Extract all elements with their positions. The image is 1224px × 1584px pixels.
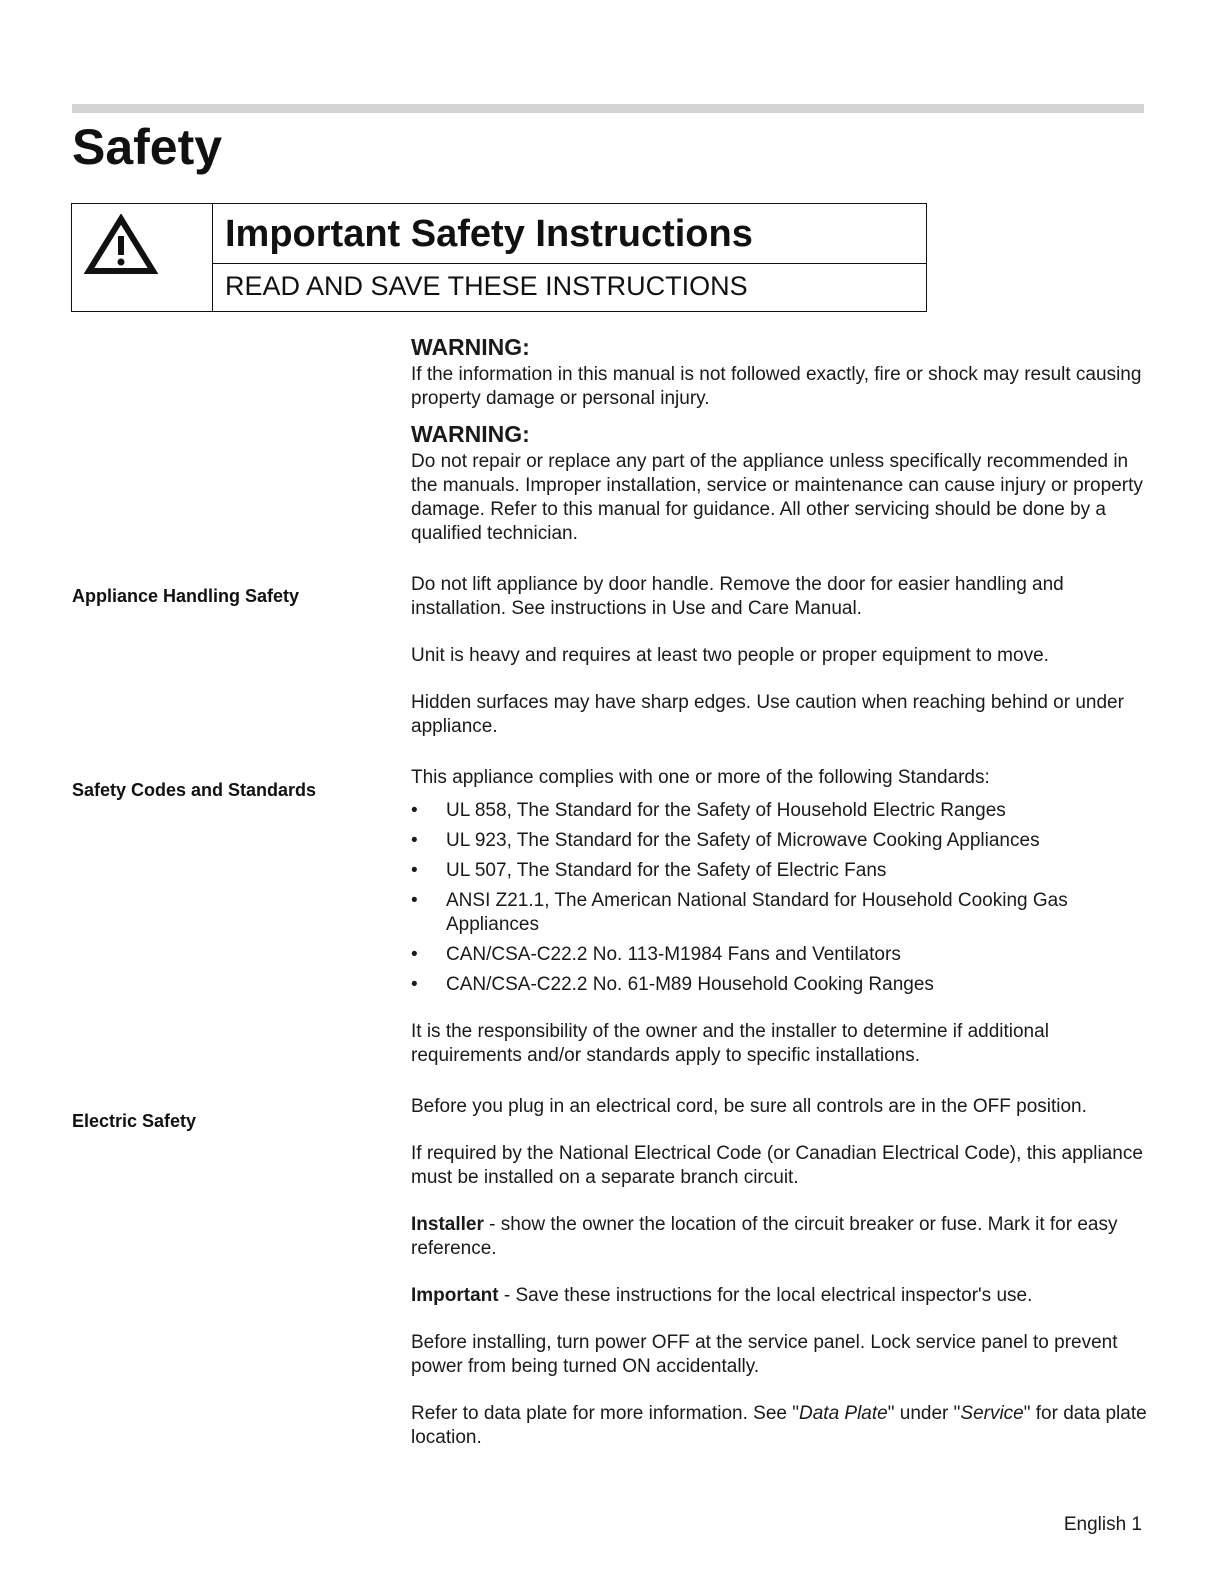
standard-text: CAN/CSA-C22.2 No. 113-M1984 Fans and Ventilators: [446, 944, 901, 965]
box-title: Important Safety Instructions: [225, 213, 753, 255]
standards-list: [411, 799, 1151, 997]
warning-text: Do not repair or replace any part of the appliance unless specifically recommended in the manuals. Improper installation, service or maintenance can cause injury or property damage. Refer to this manual for guidance. All other servicing should be done by a qualified technician.: [411, 451, 1143, 544]
standard-text: ANSI Z21.1, The American National Standard for Household Cooking Gas Appliances: [446, 890, 1068, 935]
important-paragraph: [411, 1284, 1151, 1308]
installer-paragraph: [411, 1213, 1151, 1261]
box-subtitle: READ AND SAVE THESE INSTRUCTIONS: [225, 271, 748, 301]
important-label: Important: [411, 1285, 499, 1306]
codes-intro: This appliance complies with one or more of the following Standards:: [411, 767, 990, 788]
important-text: - Save these instructions for the local electrical inspector's use.: [498, 1285, 1033, 1306]
heading-appliance-handling-safety: Appliance Handling Safety: [72, 586, 300, 606]
bullet-icon: •: [411, 890, 418, 911]
safety-instructions-box: [71, 203, 927, 312]
warning-heading: WARNING:: [411, 334, 530, 360]
electric-paragraph: Before you plug in an electrical cord, be sure all controls are in the OFF position.: [411, 1096, 1087, 1117]
bullet-icon: •: [411, 944, 418, 965]
warning-text: If the information in this manual is not followed exactly, fire or shock may result causing property damage or personal injury.: [411, 364, 1142, 409]
list-item: [411, 889, 1151, 937]
electric-paragraph: If required by the National Electrical Code (or Canadian Electrical Code), this appliance must be installed on a separate branch circuit.: [411, 1143, 1143, 1188]
list-item: [411, 859, 1151, 883]
installer-label: Installer: [411, 1214, 484, 1235]
electric-paragraph: Before installing, turn power OFF at the service panel. Lock service panel to prevent power from being turned ON accidentally.: [411, 1332, 1118, 1377]
list-item: [411, 799, 1151, 823]
installer-text: - show the owner the location of the circuit breaker or fuse. Mark it for easy reference.: [411, 1214, 1118, 1259]
standard-text: UL 507, The Standard for the Safety of Electric Fans: [446, 860, 887, 881]
top-rule: [72, 104, 1144, 113]
data-plate-reference: Data Plate: [799, 1403, 888, 1424]
bullet-icon: •: [411, 974, 418, 995]
heading-electric-safety: Electric Safety: [72, 1111, 197, 1131]
standard-text: CAN/CSA-C22.2 No. 61-M89 Household Cooking Ranges: [446, 974, 934, 995]
main-content: [411, 333, 1151, 1473]
box-divider: [213, 263, 926, 264]
refer-text: Refer to data plate for more information. See ": [411, 1403, 799, 1424]
list-item: [411, 973, 1151, 997]
handling-paragraph: Do not lift appliance by door handle. Remove the door for easier handling and installation. See instructions in Use and Care Manual.: [411, 574, 1064, 619]
icon-cell: [72, 204, 213, 311]
warning-triangle-icon: [84, 214, 158, 276]
handling-paragraph: Hidden surfaces may have sharp edges. Use caution when reaching behind or under appliance.: [411, 692, 1124, 737]
list-item: [411, 829, 1151, 853]
handling-paragraph: Unit is heavy and requires at least two people or proper equipment to move.: [411, 645, 1049, 666]
list-item: [411, 943, 1151, 967]
service-reference: Service: [960, 1403, 1024, 1424]
warning-heading: WARNING:: [411, 421, 530, 447]
refer-text: " under ": [887, 1403, 961, 1424]
page-title: Safety: [72, 119, 223, 175]
refer-text: " for data plate location.: [411, 1403, 1147, 1448]
bullet-icon: •: [411, 800, 418, 821]
page-footer: English 1: [1063, 1514, 1142, 1535]
standard-text: UL 923, The Standard for the Safety of Microwave Cooking Appliances: [446, 830, 1040, 851]
bullet-icon: •: [411, 860, 418, 881]
bullet-icon: •: [411, 830, 418, 851]
heading-safety-codes-standards: Safety Codes and Standards: [72, 780, 317, 800]
standard-text: UL 858, The Standard for the Safety of Household Electric Ranges: [446, 800, 1006, 821]
codes-outro: It is the responsibility of the owner and the installer to determine if additional requirements and/or standards apply to specific installations.: [411, 1021, 1049, 1066]
refer-paragraph: [411, 1402, 1151, 1450]
